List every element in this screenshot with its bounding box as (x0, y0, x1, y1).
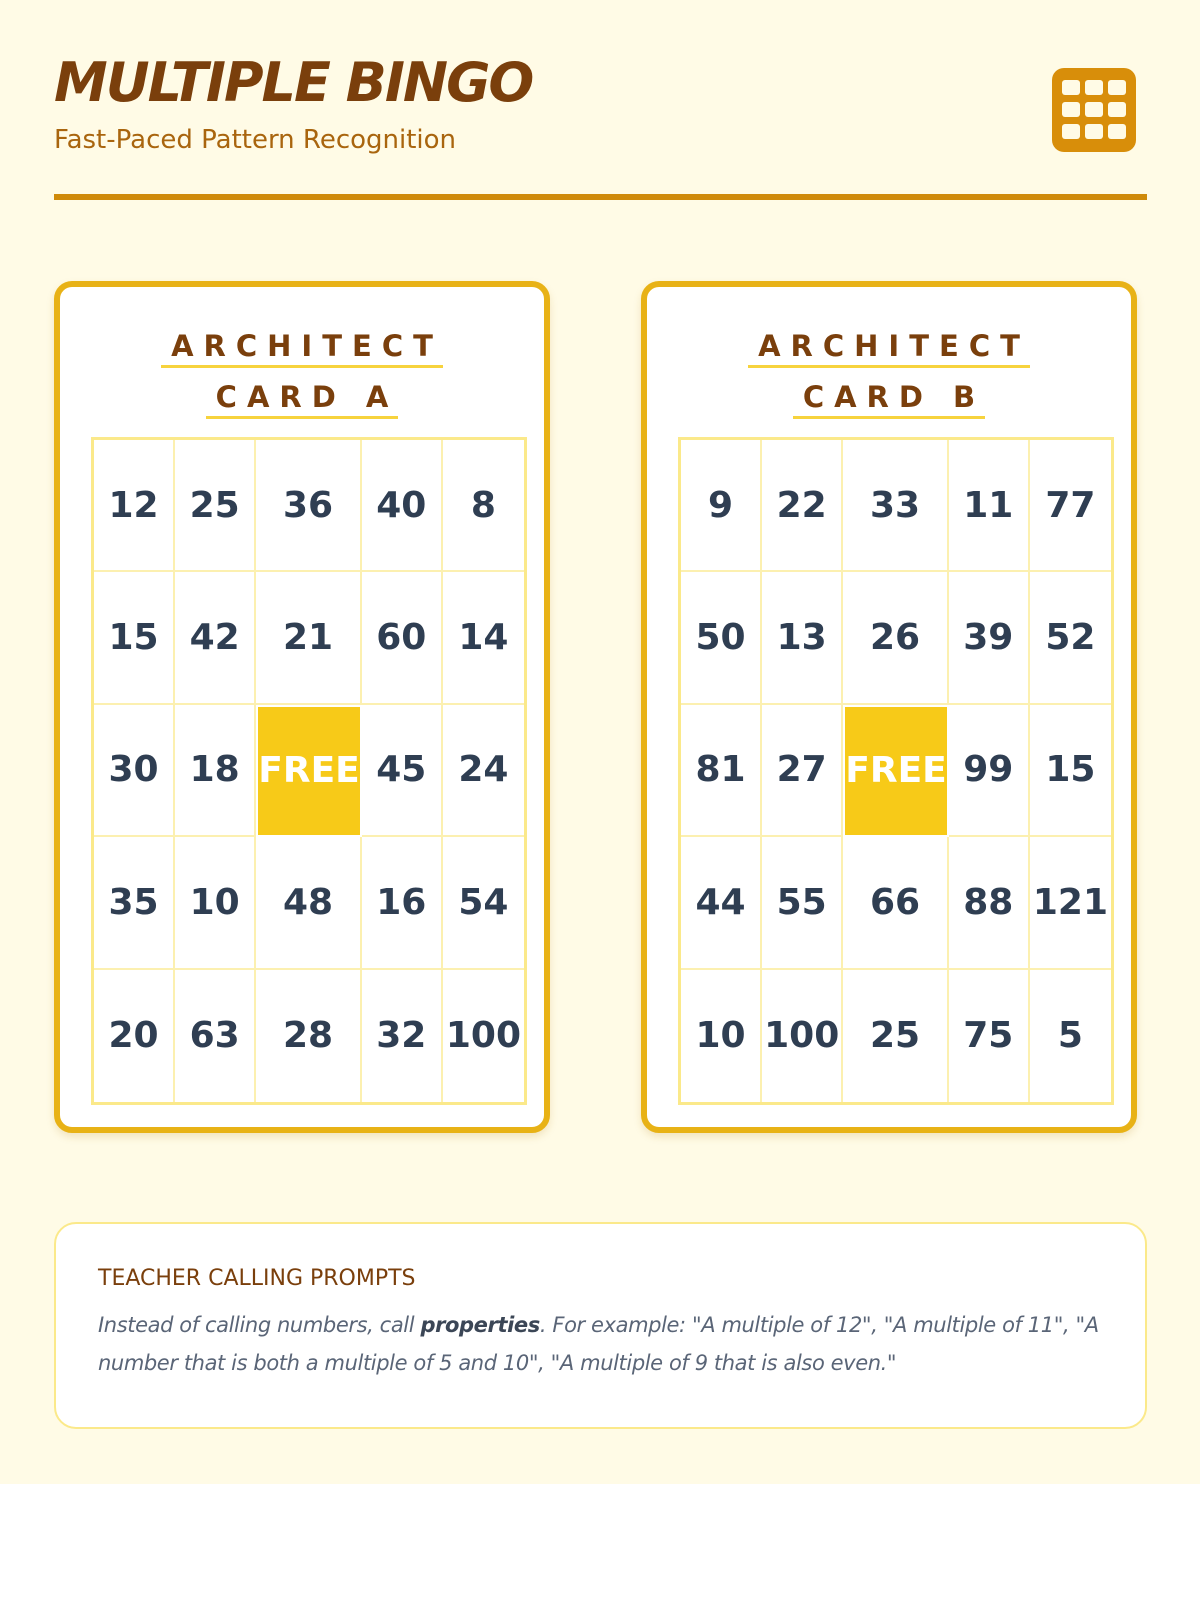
card-title-line-1: ARCHITECT (748, 327, 1030, 368)
bingo-cell[interactable]: 21 (256, 572, 362, 704)
bingo-cell[interactable]: 15 (1030, 705, 1111, 837)
bingo-cell[interactable]: 5 (1057, 1015, 1083, 1057)
bingo-cell[interactable]: 13 (762, 572, 843, 704)
bingo-cell[interactable]: 63 (175, 970, 256, 1102)
prompts-body-intro: Instead of calling numbers, call (98, 1313, 421, 1337)
page-subtitle: Fast-Paced Pattern Recognition (54, 125, 457, 155)
bingo-cell[interactable]: 12 (94, 440, 175, 572)
bingo-cell[interactable]: 48 (256, 837, 362, 969)
bingo-cell[interactable]: 8 (443, 440, 524, 572)
free-space-cell[interactable]: FREE (845, 707, 947, 835)
prompts-body (98, 1306, 1108, 1382)
bingo-cell[interactable]: 40 (362, 440, 443, 572)
bingo-cell[interactable]: 16 (362, 837, 443, 969)
bingo-cell[interactable]: 60 (362, 572, 443, 704)
bingo-cell[interactable]: 18 (175, 705, 256, 837)
bingo-cell[interactable]: 55 (762, 837, 843, 969)
bingo-cell[interactable]: 27 (762, 705, 843, 837)
bingo-cell[interactable]: 20 (94, 970, 175, 1102)
bingo-card-a (54, 281, 550, 1133)
bingo-cell[interactable]: 36 (256, 440, 362, 572)
bingo-cell[interactable]: 121 (1030, 837, 1111, 969)
bingo-cell[interactable]: 35 (94, 837, 175, 969)
card-title-line-1: ARCHITECT (161, 327, 443, 368)
bingo-cell[interactable]: 26 (843, 572, 949, 704)
header-divider (54, 194, 1147, 200)
bingo-cell[interactable]: 45 (362, 705, 443, 837)
bingo-grid (91, 437, 527, 1105)
bingo-cell[interactable]: 30 (94, 705, 175, 837)
bingo-card-b (641, 281, 1137, 1133)
bingo-cell[interactable]: 15 (94, 572, 175, 704)
bingo-cell[interactable]: 10 (175, 837, 256, 969)
card-title-line-2: CARD B (793, 378, 985, 419)
bingo-cell[interactable]: 14 (443, 572, 524, 704)
bingo-cell[interactable]: 54 (443, 837, 524, 969)
bingo-cell[interactable]: 32 (362, 970, 443, 1102)
bingo-cell[interactable]: 66 (843, 837, 949, 969)
bingo-cell[interactable]: 100 (762, 970, 843, 1102)
bingo-cell[interactable]: 39 (949, 572, 1030, 704)
bingo-cell[interactable]: 33 (843, 440, 949, 572)
bingo-cell[interactable]: 52 (1030, 572, 1111, 704)
bingo-cell[interactable]: 28 (256, 970, 362, 1102)
bingo-cell[interactable]: 9 (681, 440, 762, 572)
bingo-cell[interactable]: 11 (949, 440, 1030, 572)
card-title (60, 323, 544, 425)
prompts-body-emphasis: properties (420, 1313, 540, 1337)
bingo-cell[interactable]: 25 (843, 970, 949, 1102)
bingo-cell[interactable]: 75 (949, 970, 1030, 1102)
bingo-cell[interactable]: 100 (445, 1015, 522, 1057)
free-space-cell[interactable]: FREE (258, 707, 360, 835)
prompts-body-examples: . For example: "A multiple of 12", "A multiple of 11", "A number that is both a multiple of 5 and 10", "A multiple of 9 that is also even." (98, 1313, 1099, 1375)
prompts-heading: TEACHER CALLING PROMPTS (98, 1266, 416, 1291)
teacher-prompts-box (54, 1222, 1147, 1429)
bingo-cell[interactable]: 81 (681, 705, 762, 837)
bingo-cell[interactable]: 88 (949, 837, 1030, 969)
grid-icon (1050, 66, 1138, 154)
bingo-cell[interactable]: 25 (175, 440, 256, 572)
bingo-cell[interactable]: 24 (443, 705, 524, 837)
card-title-line-2: CARD A (206, 378, 399, 419)
bingo-cell[interactable]: 99 (949, 705, 1030, 837)
card-title (647, 323, 1131, 425)
bingo-grid (678, 437, 1114, 1105)
page-title: MULTIPLE BINGO (54, 51, 533, 114)
bingo-cell[interactable]: 22 (762, 440, 843, 572)
bingo-cell[interactable]: 50 (681, 572, 762, 704)
bingo-cell[interactable]: 44 (681, 837, 762, 969)
bingo-cell[interactable]: 42 (175, 572, 256, 704)
bingo-cell[interactable]: 77 (1030, 440, 1111, 572)
bingo-cell[interactable]: 10 (681, 970, 762, 1102)
